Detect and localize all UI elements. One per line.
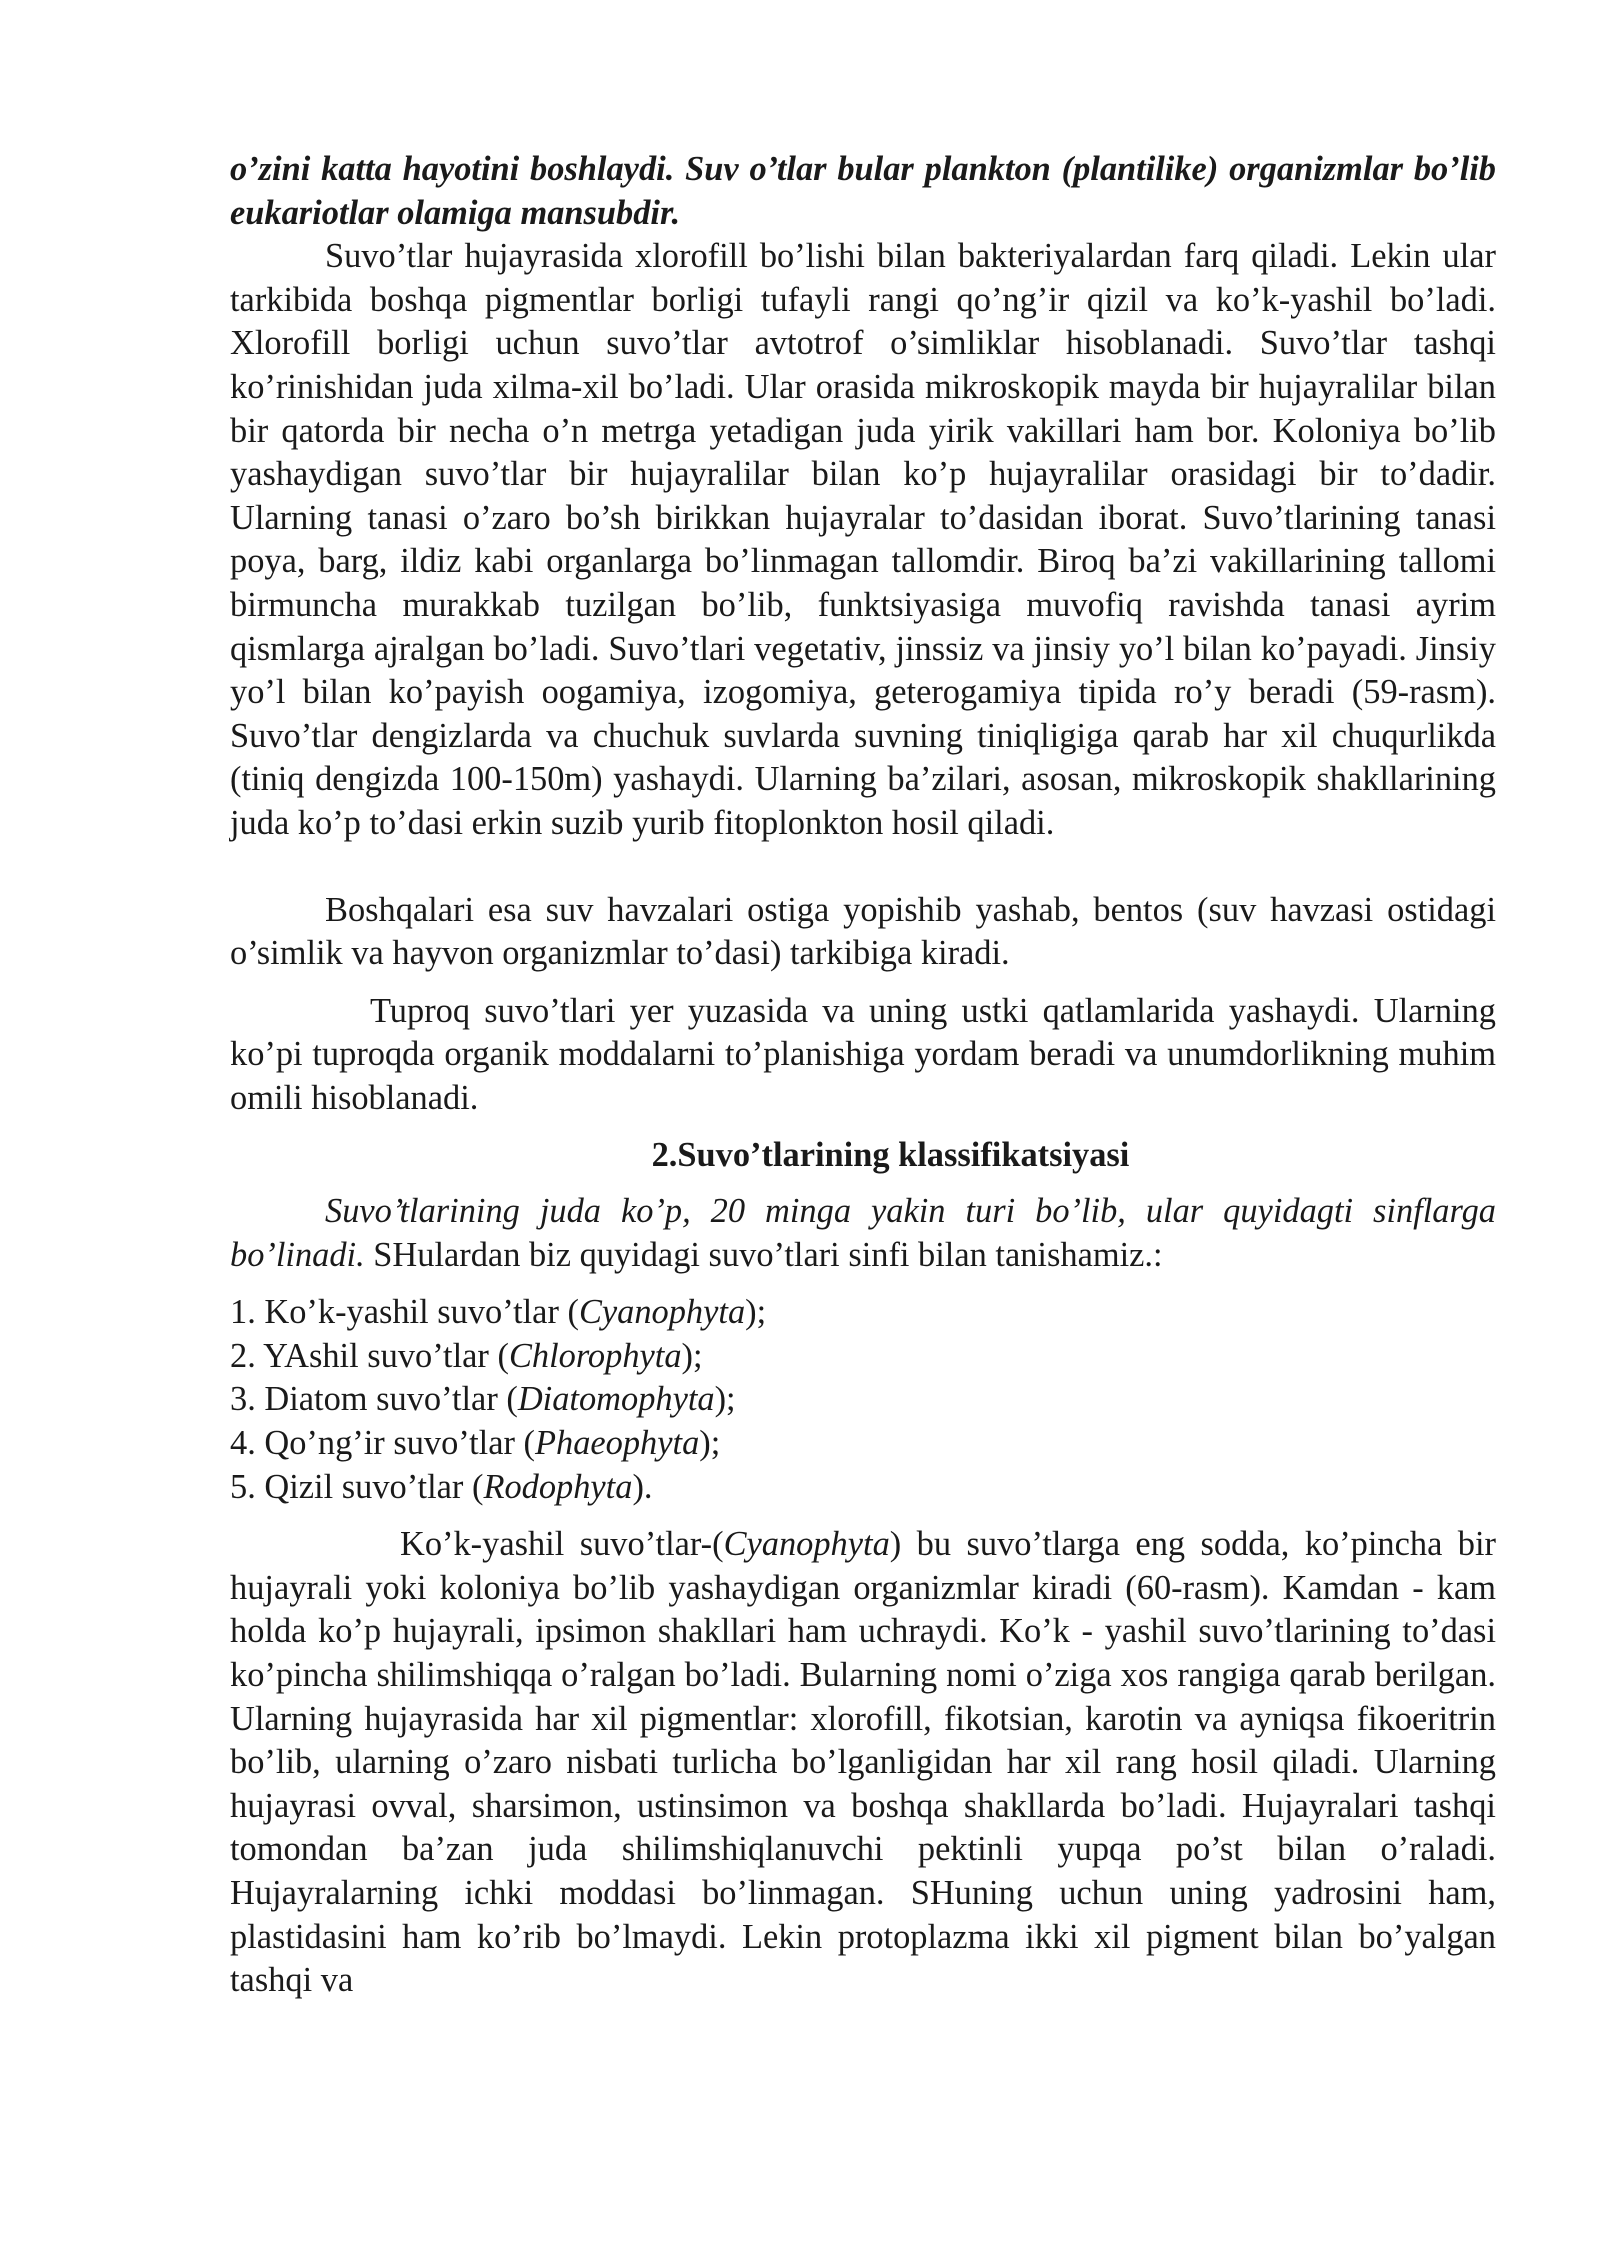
- paragraph-soil-algae: Tuproq suvo’tlari yer yuzasida va uning ustki qatlamlarida yashaydi. Ularning ko’pi tuproqda organik moddalarni to’planishiga yordam beradi va unumdorlikning muhim omili hisoblanadi.: [230, 991, 1496, 1117]
- list-item: 3. Diatom suvo’tlar (Diatomophyta);: [230, 1380, 736, 1419]
- intro-bold-italic: o’zini katta hayotini boshlaydi. Suv o’tlar bular plankton (plantilike) organizmlar bo’lib eukariotlar olamiga mansubdir.: [230, 150, 1496, 232]
- paragraph-algae-description: Suvo’tlar hujayrasida xlorofill bo’lishi bilan bakteriyalardan farq qiladi. Lekin ular tarkibida boshqa pigmentlar borligi tufayli rangi qo’ng’ir qizil va ko’k-yashil bo’ladi. Xlorofill borligi uchun suvo’tlar avtotrof o’simliklar hisoblanadi. Suvo’tlar tashqi ko’rinishidan juda xilma-xil bo’ladi. Ular orasida mikroskopik mayda bir hujayralilar bilan bir qatorda bir necha o’n metrga yetadigan juda yirik vakillari ham bor. Koloniya bo’lib yashaydigan suvo’tlar bir hujayralilar bilan ko’p hujayralilar orasidagi bir to’dadir. Ularning tanasi o’zaro bo’sh birikkan hujayralar to’dasidan iborat. Suvo’tlarining tanasi poya, barg, ildiz kabi organlarga bo’linmagan tallomdir. Biroq ba’zi vakillarining tallomi birmuncha murakkab tuzilgan bo’lib, funktsiyasiga muvofiq ravishda tanasi ayrim qismlarga ajralgan bo’ladi. Suvo’tlari vegetativ, jinssiz va jinsiy yo’l bilan ko’payadi. Jinsiy yo’l bilan ko’payish oogamiya, izogomiya, geterogamiya tipida ro’y beradi (59-rasm). Suvo’tlar dengizlarda va chuchuk suvlarda suvning tiniqligiga qarab har xil chuqurlikda (tiniq dengizda 100-150m) yashaydi. Ularning ba’zilari, asosan, mikroskopik shakllarining juda ko’p to’dasi erkin suzib yurib fitoplonkton hosil qiladi.: [230, 237, 1496, 842]
- section-heading: 2.Suvo’tlarining klassifikatsiyasi: [651, 1136, 1130, 1175]
- classification-intro-italic: Suvo’tlarining juda ko’p, 20 minga yakin turi bo’lib, ular quyidagti sinflarga bo’linadi.: [230, 1192, 1496, 1274]
- list-item: 5. Qizil suvo’tlar (Rodophyta).: [230, 1467, 653, 1506]
- paragraph-cyanophyta: Ko’k-yashil suvo’tlar-(Cyanophyta) bu suvo’tlarga eng sodda, ko’pincha bir hujayrali yoki koloniya bo’lib yashaydigan organizmlar kiradi (60-rasm). Kamdan - kam holda ko’p hujayrali, ipsimon shakllari ham uchraydi. Ko’k - yashil suvo’tlarining to’dasi ko’pincha shilimshiqqa o’ralgan bo’ladi. Bularning nomi o’ziga xos rangiga qarab berilgan. Ularning hujayrasida har xil pigmentlar: xlorofill, fikotsian, karotin va ayniqsa fikoeritrin bo’lib, ularning o’zaro nisbati turlicha bo’lganligidan har xil rang hosil qiladi. Ularning hujayrasi ovval, sharsimon, ustinsimon va boshqa shakllarda bo’ladi. Hujayralari tashqi tomondan ba’zan juda shilimshiqlanuvchi pektinli yupqa po’st bilan o’raladi. Hujayralarning ichki moddasi bo’linmagan. SHuning uchun uning yadrosini ham, plastidasini ham ko’rib bo’lmaydi. Lekin protoplazma ikki xil pigment bilan bo’yalgan tashqi va: [230, 1525, 1496, 2000]
- list-item: 2. YAshil suvo’tlar (Chlorophyta);: [230, 1336, 703, 1375]
- paragraph-benthos: Boshqalari esa suv havzalari ostiga yopishib yashab, bentos (suv havzasi ostidagi o’simlik va hayvon organizmlar to’dasi) tarkibiga kiradi.: [230, 890, 1496, 973]
- list-item: 4. Qo’ng’ir suvo’tlar (Phaeophyta);: [230, 1424, 721, 1463]
- document-page: [230, 148, 1496, 2003]
- list-item: 1. Ko’k-yashil suvo’tlar (Cyanophyta);: [230, 1293, 767, 1332]
- classification-intro-plain: SHulardan biz quyidagi suvo’tlari sinfi bilan tanishamiz.:: [364, 1235, 1163, 1274]
- algae-classes-list: [230, 1291, 1496, 1509]
- classification-intro: [230, 1190, 1496, 1277]
